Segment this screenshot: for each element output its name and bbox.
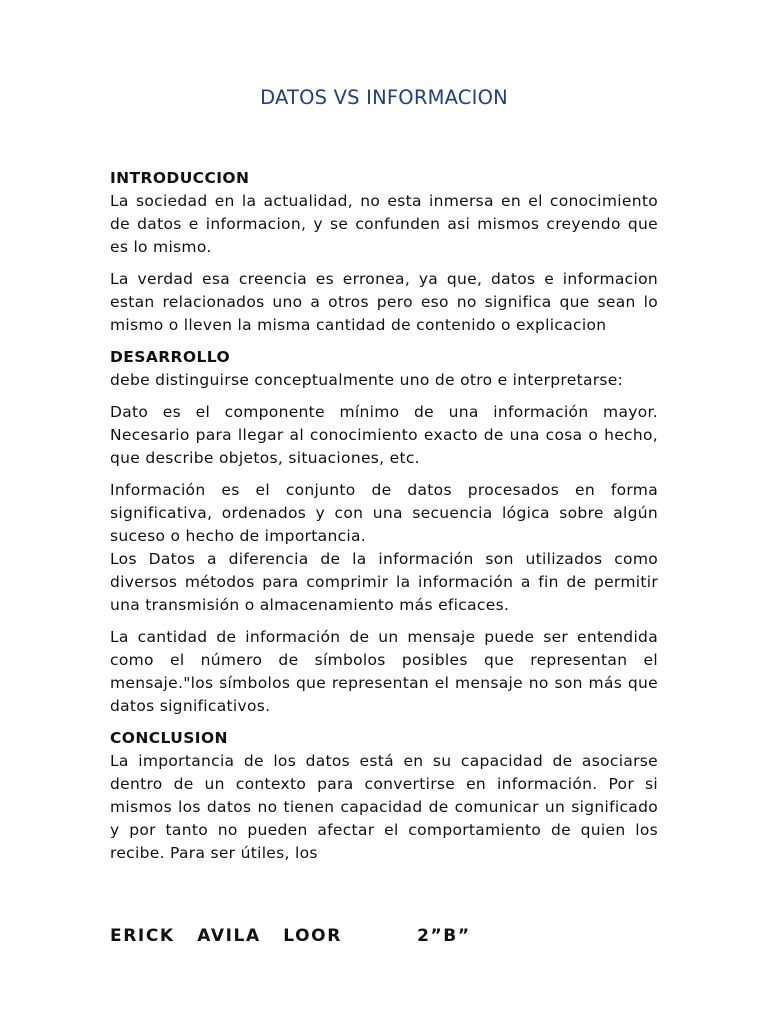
section-desarrollo [110,346,658,718]
footer-signature [110,926,670,946]
intro-paragraph-2: La verdad esa creencia es erronea, ya que, datos e informacion estan relacionados uno a otros pero eso no significa que sean lo mismo o lleven la misma cantidad de contenido o explicacion [110,270,658,334]
section-introduccion [110,167,658,337]
section-heading-conclusion: CONCLUSION [110,729,228,747]
section-heading-introduccion: INTRODUCCION [110,169,250,187]
desarrollo-paragraph-5: La cantidad de información de un mensaje puede ser entendida como el número de símbolos posibles que representan el mensaje."los símbolos que representan el mensaje no son más que datos significativos. [110,628,658,715]
section-conclusion [110,727,658,862]
author-name: ERICK AVILA LOOR [110,926,342,946]
conclusion-paragraph-1: La importancia de los datos está en su capacidad de asociarse dentro de un contexto para convertirse en información. Por si mismos los datos no tienen capacidad de comunicar un significado y por tanto no pueden afectar el comportamiento de quien los recibe. Para ser útiles, los [110,752,658,862]
document-page [110,86,658,862]
desarrollo-paragraph-3: Información es el conjunto de datos procesados en forma significativa, ordenados y con una secuencia lógica sobre algún suceso o hecho de importancia. [110,481,658,545]
document-title: DATOS VS INFORMACION [260,86,508,109]
section-heading-desarrollo: DESARROLLO [110,348,231,366]
desarrollo-paragraph-4: Los Datos a diferencia de la información son utilizados como diversos métodos para comprimir la información a fin de permitir una transmisión o almacenamiento más eficaces. [110,550,658,614]
desarrollo-paragraph-2: Dato es el componente mínimo de una información mayor. Necesario para llegar al conocimiento exacto de una cosa o hecho, que describe objetos, situaciones, etc. [110,403,658,467]
desarrollo-paragraph-1: debe distinguirse conceptualmente uno de otro e interpretarse: [110,371,624,389]
intro-paragraph-1: La sociedad en la actualidad, no esta inmersa en el conocimiento de datos e informacion, y se confunden asi mismos creyendo que es lo mismo. [110,192,658,256]
course-label: 2”B” [417,926,471,946]
